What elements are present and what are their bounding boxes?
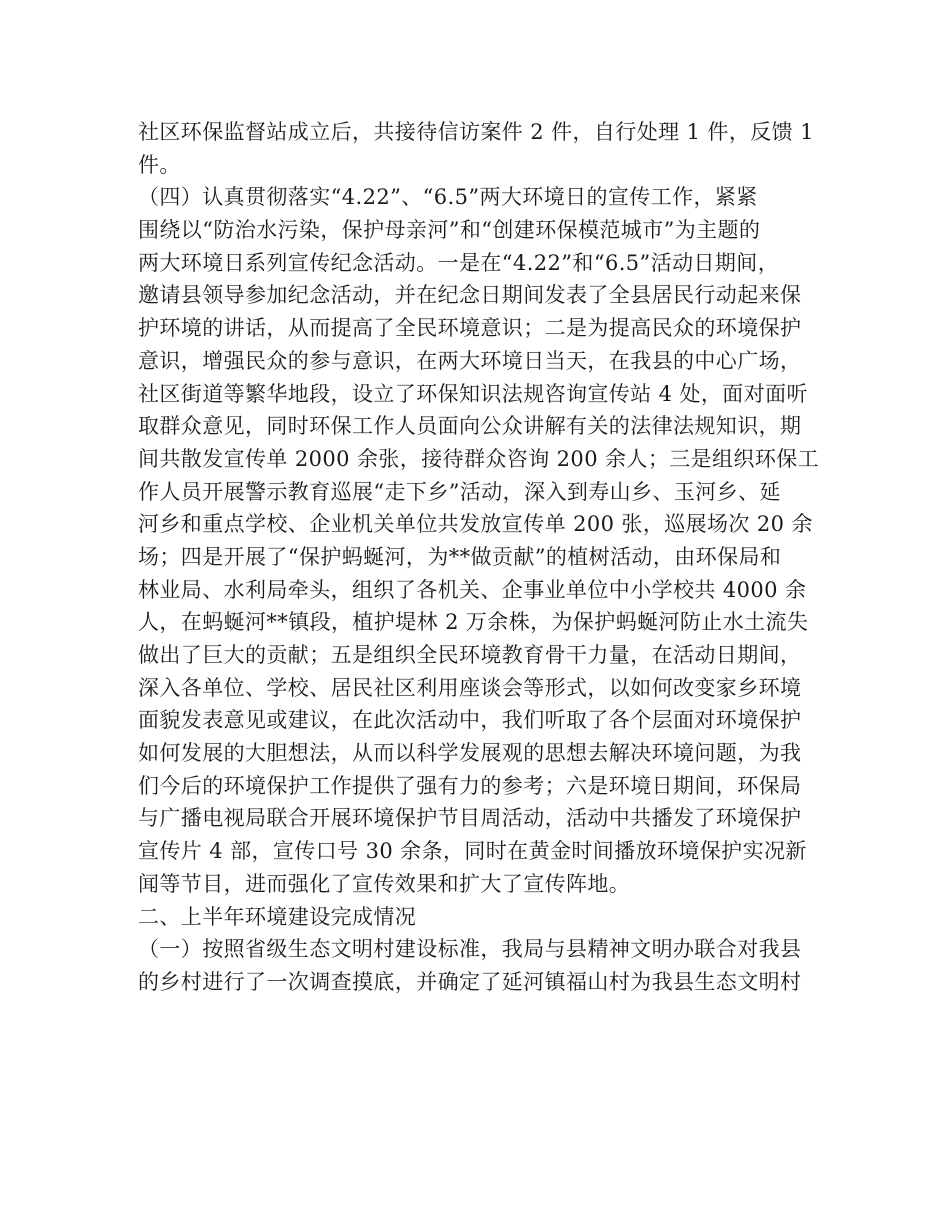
- text-line: 面貌发表意见或建议，在此次活动中，我们听取了各个层面对环境保护: [138, 708, 802, 733]
- text-line: 的乡村进行了一次调查摸底，并确定了延河镇福山村为我县生态文明村: [138, 969, 802, 994]
- text-line: 两大环境日系列宣传纪念活动。一是在“4.22”和“6.5”活动日期间，: [138, 250, 780, 275]
- text-line: 场；四是开展了“保护蚂蜒河，为**做贡献”的植树活动，由环保局和: [138, 544, 782, 569]
- text-line: 意识，增强民众的参与意识，在两大环境日当天，在我县的中心广场，: [138, 348, 802, 373]
- text-line: 社区街道等繁华地段，设立了环保知识法规咨询宣传站 4 处，面对面听: [138, 381, 808, 406]
- text-line: 们今后的环境保护工作提供了强有力的参考；六是环境日期间，环保局: [138, 773, 802, 798]
- text-line: （一）按照省级生态文明村建设标准，我局与县精神文明办联合对我县: [138, 937, 802, 962]
- text-line: 取群众意见，同时环保工作人员面向公众讲解有关的法律法规知识，期: [138, 414, 802, 439]
- section-heading: 二、上半年环境建设完成情况: [138, 904, 417, 929]
- text-line: 与广播电视局联合开展环境保护节目周活动，活动中共播发了环境保护: [138, 806, 802, 831]
- text-line: 作人员开展警示教育巡展“走下乡”活动，深入到寿山乡、玉河乡、延: [138, 479, 781, 504]
- text-line: 如何发展的大胆想法，从而以科学发展观的思想去解决环境问题，为我: [138, 741, 802, 766]
- text-line: 邀请县领导参加纪念活动，并在纪念日期间发表了全县居民行动起来保: [138, 283, 802, 308]
- text-line: 社区环保监督站成立后，共接待信访案件 2 件，自行处理 1 件，反馈 1: [138, 120, 814, 144]
- text-line: （四）认真贯彻落实“4.22”、“6.5”两大环境日的宣传工作，紧紧: [138, 185, 758, 210]
- text-line: 林业局、水利局牵头，组织了各机关、企事业单位中小学校共 4000 余: [138, 577, 807, 602]
- text-line: 间共散发宣传单 2000 余张，接待群众咨询 200 余人；三是组织环保工: [138, 446, 820, 471]
- text-line: 深入各单位、学校、居民社区利用座谈会等形式，以如何改变家乡环境: [138, 675, 802, 700]
- text-line: 做出了巨大的贡献；五是组织全民环境教育骨干力量，在活动日期间，: [138, 643, 802, 667]
- body-text: [138, 116, 818, 999]
- text-line: 宣传片 4 部，宣传口号 30 余条，同时在黄金时间播放环境保护实况新: [138, 839, 807, 864]
- text-line: 件。: [138, 152, 181, 177]
- text-line: 闻等节目，进而强化了宣传效果和扩大了宣传阵地。: [138, 871, 631, 896]
- text-line: 围绕以“防治水污染，保护母亲河”和“创建环保模范城市”为主题的: [138, 218, 761, 243]
- text-line: 护环境的讲话，从而提高了全民环境意识；二是为提高民众的环境保护: [138, 316, 802, 341]
- text-line: 河乡和重点学校、企业机关单位共发放宣传单 200 张，巡展场次 20 余: [138, 512, 813, 537]
- text-line: 人，在蚂蜒河**镇段，植护堤林 2 万余株，为保护蚂蜒河防止水土流失: [138, 610, 809, 635]
